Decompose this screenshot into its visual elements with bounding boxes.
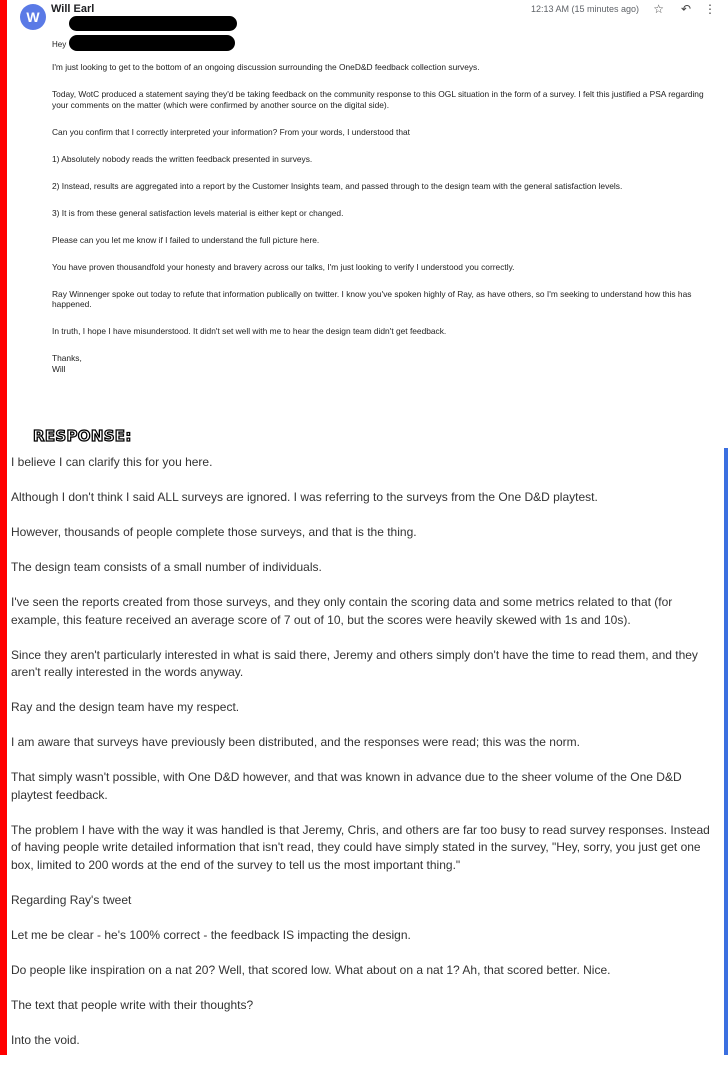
redacted-name <box>69 35 235 51</box>
response-paragraph: Regarding Ray's tweet <box>11 892 132 907</box>
email-paragraph: 2) Instead, results are aggregated into a report by the Customer Insights team, and passed through to the design team with the general satisfaction levels. <box>52 180 623 191</box>
red-side-bar <box>0 0 7 1055</box>
response-text <box>11 454 719 1067</box>
response-paragraph: Although I don't think I said ALL surveys are ignored. I was referring to the surveys from the One D&D playtest. <box>11 490 598 504</box>
email-paragraph: You have proven thousandfold your honesty and bravery across our talks, I'm just looking to verify I understood you correctly. <box>52 261 515 272</box>
email-paragraph: 3) It is from these general satisfaction levels material is either kept or changed. <box>52 207 344 218</box>
more-vertical-icon[interactable]: ⋮ <box>704 2 716 16</box>
response-paragraph: The problem I have with the way it was handled is that Jeremy, Chris, and others are far too busy to read survey responses. Instead of having people write detailed information that isn't read, they could have simply stated in the survey, "Hey, sorry, you just get one box, limited to 200 words at the end of the survey to tell us the most important thing." <box>11 822 710 872</box>
email-paragraph: 1) Absolutely nobody reads the written feedback presented in surveys. <box>52 153 313 164</box>
response-paragraph: However, thousands of people complete those surveys, and that is the thing. <box>11 525 417 539</box>
response-paragraph: Do people like inspiration on a nat 20? Well, that scored low. What about on a nat 1? Ah, that scored better. Nice. <box>11 962 611 977</box>
response-paragraph: I believe I can clarify this for you here. <box>11 455 213 469</box>
response-paragraph: The text that people write with their thoughts? <box>11 997 254 1012</box>
response-paragraph: Since they aren't particularly interested in what is said there, Jeremy and others simply don't have the time to read them, and they aren't really interested in the words anyway. <box>11 647 698 679</box>
email-timestamp: 12:13 AM (15 minutes ago) <box>530 4 639 14</box>
sender-avatar[interactable]: W <box>20 4 46 30</box>
response-paragraph: I've seen the reports created from those surveys, and they only contain the scoring data and some metrics related to that (for example, this feature received an average score of 7 out of 10, but the scores were heavily skewed with 1s and 10s). <box>11 595 673 627</box>
email-paragraph: In truth, I hope I have misunderstood. It didn't set well with me to hear the design team didn't get feedback. <box>52 326 447 336</box>
email-paragraph: Today, WotC produced a statement saying they'd be taking feedback on the community response to this OGL situation in the form of a survey. I felt this justified a PSA regarding your comments on the matter (which were confirmed by another source on the digital side). <box>52 89 704 110</box>
response-paragraph: Ray and the design team have my respect. <box>11 700 240 714</box>
redacted-recipient <box>69 16 237 31</box>
response-paragraph: That simply wasn't possible, with One D&D however, and that was known in advance due to the sheer volume of the One D&D playtest feedback. <box>11 770 682 802</box>
response-paragraph: The design team consists of a small number of individuals. <box>11 560 322 574</box>
email-greeting: Hey <box>52 40 67 49</box>
response-paragraph: Let me be clear - he's 100% correct - the feedback IS impacting the design. <box>11 927 411 942</box>
email-signoff: Thanks, <box>52 353 82 363</box>
response-paragraph: Into the void. <box>11 1032 80 1047</box>
email-paragraph: Please can you let me know if I failed to understand the full picture here. <box>52 234 320 245</box>
sender-name[interactable]: Will Earl <box>51 3 95 15</box>
blue-side-bar <box>724 448 728 1055</box>
email-body <box>52 62 717 374</box>
response-heading: RESPONSE: <box>33 427 132 445</box>
email-paragraph: Ray Winnenger spoke out today to refute that information publically on twitter. I know you've spoken highly of Ray, as have others, so I'm seeking to understand how this has happened. <box>52 288 692 309</box>
email-message <box>7 0 724 420</box>
email-paragraph: I'm just looking to get to the bottom of an ongoing discussion surrounding the OneD&D feedback collection surveys. <box>52 62 480 72</box>
star-icon[interactable]: ☆ <box>653 2 664 16</box>
email-paragraph: Can you confirm that I correctly interpreted your information? From your words, I understood that <box>52 126 410 137</box>
response-paragraph: I am aware that surveys have previously been distributed, and the responses were read; this was the norm. <box>11 735 580 749</box>
reply-icon[interactable]: ↶ <box>680 2 691 16</box>
email-signature: Will <box>52 363 66 374</box>
